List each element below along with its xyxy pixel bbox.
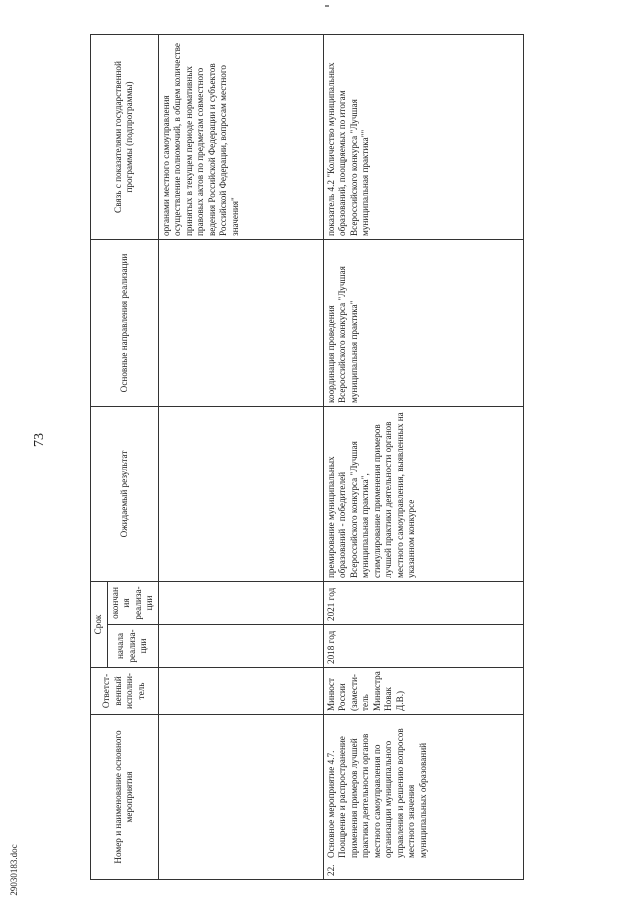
cell-number-name [323, 715, 523, 880]
scan-mark [325, 5, 329, 7]
cell-indicators-continuation: органами местного самоуправления осуществление полномочий, в общем количестве принятых в текущем периоде нормативных правовых актов по предметам совместного ведения Российской Федерации и субъектов Российской Федерации, вопросам местного значения" [158, 35, 323, 240]
header-term-end: окончания реализа-ции [107, 582, 158, 625]
header-number-name: Номер и наименование основного мероприятия [91, 715, 159, 880]
cell-empty [158, 407, 323, 582]
cell-empty [158, 668, 323, 715]
cell-empty [158, 625, 323, 668]
rotated-table-container [90, 35, 595, 880]
cell-result: премирование муниципальных образований - победителей Всероссийского конкурса "Лучшая муниципальная практика", стимулирование применения примеров лучшей практики деятельности органов местного самоуправления, выявленных на указанном конкурсе [323, 407, 523, 582]
cell-empty [158, 715, 323, 880]
row-number: 22. [325, 864, 336, 876]
cell-responsible: Минюст России (замести-тель Министра Новак Д.В.) [323, 668, 523, 715]
row-measure-name: Основное мероприятие 4.7. Поощрение и распространение применения примеров лучшей практики деятельности органов местного самоуправления по организации муниципального управления и решению вопросов местного значения муниципальных образований [325, 728, 428, 858]
measures-table [90, 34, 524, 880]
header-result: Ожидаемый результат [91, 407, 159, 582]
table-row [323, 35, 523, 880]
cell-start: 2018 год [323, 625, 523, 668]
header-responsible: Ответст-венный исполни-тель [91, 668, 159, 715]
page-number: 73 [32, 433, 47, 447]
cell-empty [158, 582, 323, 625]
cell-empty [158, 240, 323, 407]
table-row-continuation [158, 35, 323, 880]
header-indicators: Связь с показателями государственной программы (подпрограммы) [91, 35, 159, 240]
header-term: Срок [91, 582, 108, 668]
cell-indicators: показатель 4.2 "Количество муниципальных образований, поощряемых по итогам Всероссийского конкурса "Лучшая муниципальная практика"" [323, 35, 523, 240]
document-code: 29030183.doc [9, 844, 19, 896]
header-directions: Основные направления реализации [91, 240, 159, 407]
header-term-start: начала реализа-ции [107, 625, 158, 668]
cell-end: 2021 год [323, 582, 523, 625]
cell-directions: координация проведения Всероссийского конкурса "Лучшая муниципальная практика" [323, 240, 523, 407]
